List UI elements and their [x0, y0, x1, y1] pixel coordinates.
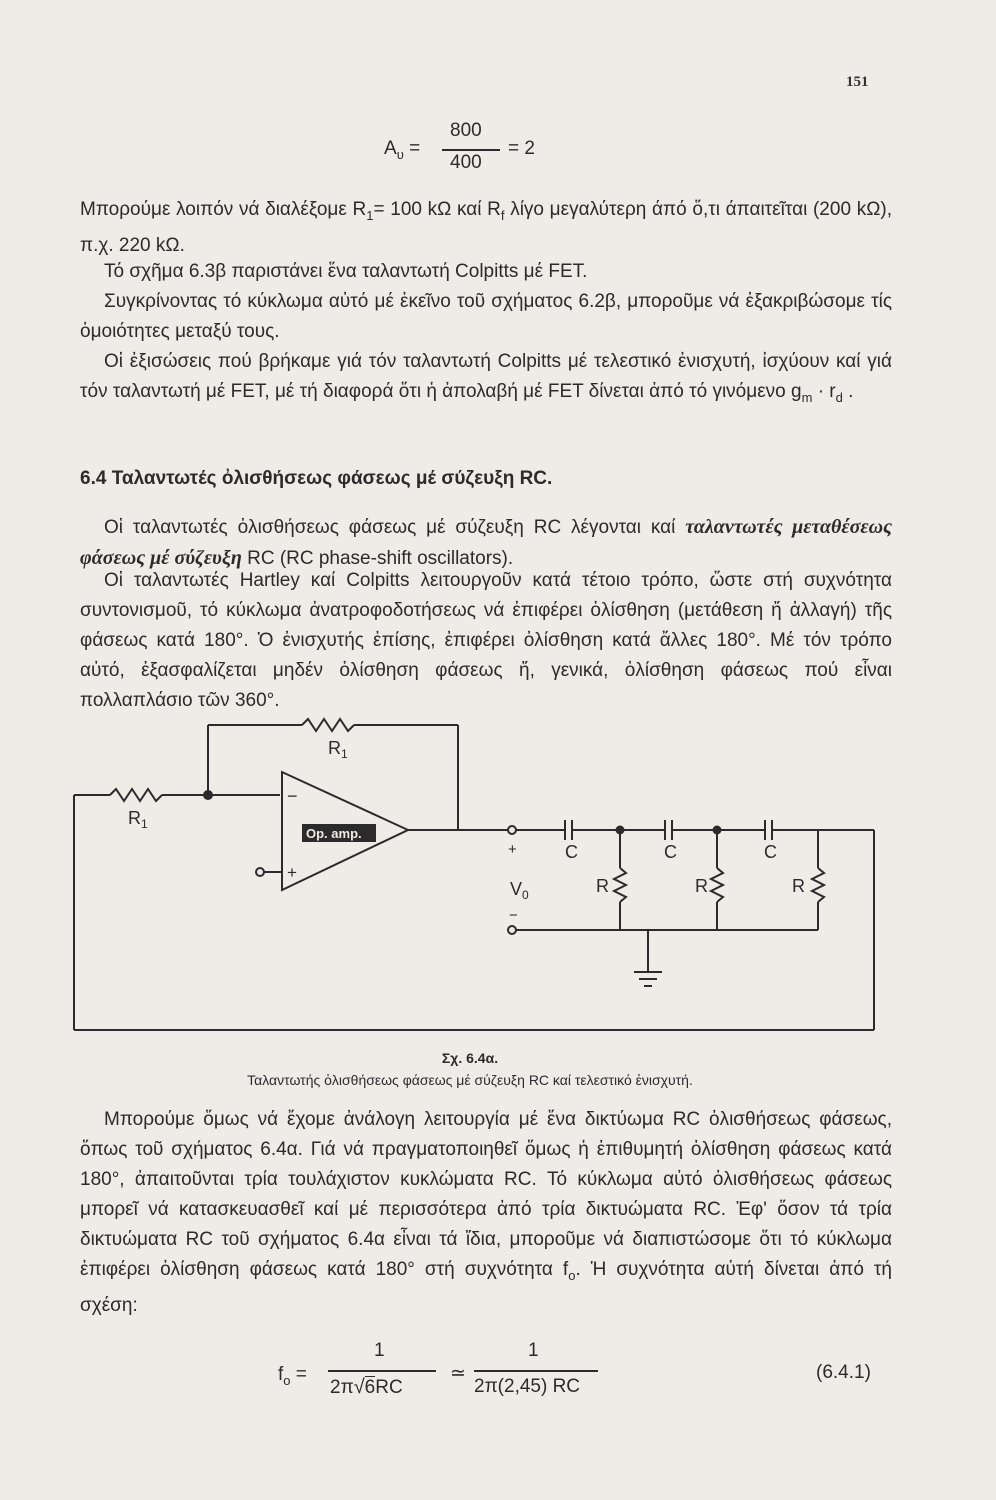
label-c2: C [664, 842, 677, 862]
shunt-resistor-1 [614, 827, 626, 931]
page-number: 151 [846, 74, 869, 90]
paragraph-definition: Οἱ ταλαντωτές ὀλισθήσεως φάσεως μέ σύζευξη RC λέγονται καί ταλαντωτές μεταθέσεως φάσεως μέ σύζευξη RC (RC phase-shift oscillators). [80, 516, 892, 569]
label-c1: C [565, 842, 578, 862]
shunt-resistor-2 [711, 827, 723, 931]
freq-numerator-1: 1 [374, 1340, 385, 1361]
output-terminal-plus [508, 826, 516, 834]
paragraph-compare: Συγκρίνοντας τό κύκλωμα αὐτό μέ ἐκεῖνο τοῦ σχήματος 6.2β, μποροῦμε νά ἐξακριβώσομε τίς ὁμοιότητες μεταξύ τους. [80, 291, 892, 342]
label-r1-top: $R_1$ [328, 738, 348, 761]
capacitor-2 [665, 820, 672, 840]
label-output-minus: − [509, 907, 518, 924]
label-r-shunt-3: R [792, 876, 805, 896]
freq-numerator-2: 1 [528, 1340, 539, 1361]
gain-equation [384, 118, 584, 188]
label-r-shunt-1: R [596, 876, 609, 896]
freq-denominator-1: 2π√6RC [330, 1376, 403, 1398]
shunt-resistor-3 [812, 830, 824, 930]
input-resistor [74, 789, 280, 801]
capacitor-1 [565, 820, 572, 840]
figure-caption-text: Ταλαντωτής ὀλισθήσεως φάσεως μέ σύζευξη RC καί τελεστικό ἐνισχυτή. [247, 1072, 693, 1088]
equation-number: (6.4.1) [816, 1362, 871, 1383]
freq-approx: ≃ [450, 1363, 466, 1384]
ground-symbol [634, 972, 662, 986]
paragraph-resistor-choice: Μπορούμε λοιπόν νά διαλέξομε $R_1= 100$ kΩ καί $R_f$ λίγο μεγαλύτερη άπό ὅ,τι άπαιτεῖται (200 kΩ), π.χ. 220 kΩ. [80, 199, 892, 256]
gain-denominator: 400 [450, 152, 482, 173]
gain-result: = 2 [508, 138, 535, 159]
gain-numerator: 800 [450, 120, 482, 141]
freq-lhs: $f_o$ = [278, 1364, 307, 1388]
label-c3: C [764, 842, 777, 862]
label-r1-left: $R_1$ [128, 808, 148, 831]
label-minus-input: − [287, 786, 298, 806]
paragraph-colpitts-fet: Τό σχῆμα 6.3β παριστάνει ἕνα ταλαντωτή Colpitts μέ FET. [104, 261, 588, 282]
paragraph-equations: Οἱ ἐξισώσεις πού βρήκαμε γιά τόν ταλαντωτή Colpitts μέ τελεστικό ἐνισχυτή, ἰσχύουν καί γιά τόν ταλαντωτή μέ FET, μέ τή διαφορά ὅτι ἡ ἀπολαβή μέ FET δίνεται ἀπό τό γινόμενο $g_m \cdot r_d$ . [80, 351, 892, 405]
freq-fraction-bar-2 [474, 1370, 598, 1372]
label-output-plus: + [508, 841, 517, 858]
label-opamp: Op. amp. [306, 826, 362, 841]
output-terminal-minus [508, 926, 516, 934]
section-heading: 6.4 Ταλαντωτές ὀλισθήσεως φάσεως μέ σύζευξη RC. [80, 468, 553, 489]
figure-caption-title: Σχ. 6.4α. [441, 1050, 499, 1066]
frequency-equation [278, 1340, 898, 1410]
freq-fraction-bar-1 [328, 1370, 436, 1372]
paragraph-hartley-colpitts: Οἱ ταλαντωτές Hartley καί Colpitts λειτουργοῦν κατά τέτοιο τρόπο, ὥστε στή συχνότητα συντονισμοῦ, τό κύκλωμα ἀνατροφοδοτήσεως νά ἐπιφέρει ὀλίσθηση (μετάθεση ἤ ἀλλαγή) τῆς φάσεως κατά 180°. Ὁ ἐνισχυτής ἐπίσης, ἐπιφέρει ὀλίσθηση κατά ἄλλες 180°. Μέ τόν τρόπο αὐτό, ἐξασφαλίζεται μηδέν ὀλίσθηση φάσεως ἤ, γενικά, ὀλίσθηση φάσεως πού εἶναι πολλαπλάσιο τῶν 360°. [80, 570, 892, 711]
capacitor-3 [765, 820, 772, 840]
label-r-shunt-2: R [695, 876, 708, 896]
gain-lhs: $A_\upsilon$ = [384, 138, 421, 162]
circuit-figure [0, 700, 996, 1080]
freq-denominator-2: 2π(2,45) RC [474, 1376, 581, 1397]
label-plus-input: + [287, 863, 297, 882]
paragraph-rc-network: Μπορούμε ὅμως νά ἔχομε ἀνάλογη λειτουργία μέ ἕνα δικτύωμα RC ὀλισθήσεως φάσεως, ὅπως τοῦ σχήματος 6.4α. Γιά νά πραγματοποιηθεῖ ὅμως ἡ ἐπιθυμητή ὀλίσθηση φάσεως κατά 180°, ἀπαιτοῦνται τρία τουλάχιστον κυκλώματα RC. Τό κύκλωμα αὐτό ὀλισθήσεως φάσεως μπορεῖ νά κατασκευασθεῖ καί μέ περισσότερα ἀπό τρία δικτυώματα RC. Ἐφ' ὅσον τά τρία δικτυώματα RC τοῦ σχήματος 6.4α εἶναι τά ἴδια, μποροῦμε νά διαπιστώσομε ὅτι τό κύκλωμα ἐπιφέρει ὀλίσθηση φάσεως κατά 180° στή συχνότητα $f_o$. Ἡ συχνότητα αὐτή δίνεται ἀπό τή σχέση: [80, 1109, 892, 1316]
gain-fraction-bar [442, 149, 500, 151]
label-vo: $V_0$ [510, 879, 529, 902]
